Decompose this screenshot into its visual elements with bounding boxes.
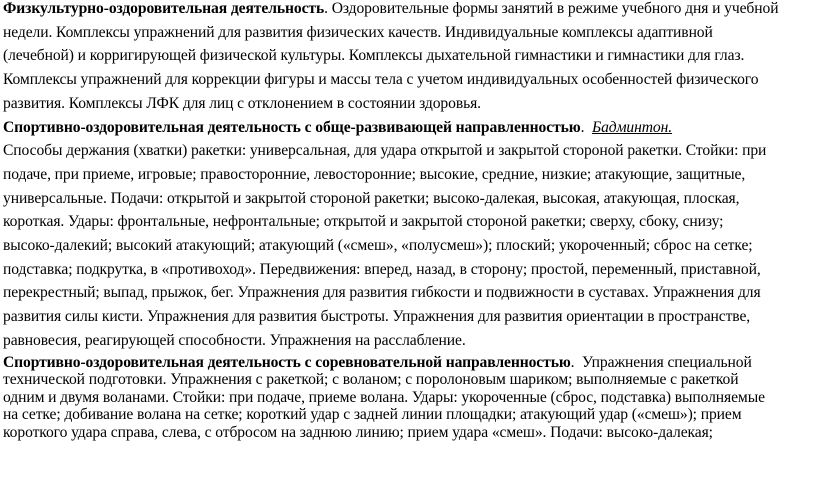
text-line: короткая. Удары: фронтальные, нефронтальные; открытой и закрытой стороной ракетки; сверху, сбоку, снизу; — [3, 213, 724, 231]
badminton-link[interactable]: Бадминтон. — [592, 118, 673, 136]
text-run: . Оздоровительные формы занятий в режиме учебного дня и учебной — [324, 0, 779, 17]
text-line — [3, 0, 812, 21]
heading-punctuation: . — [580, 118, 592, 136]
text-line: развития. Комплексы ЛФК для лиц с отклонением в состоянии здоровья. — [3, 94, 481, 112]
text-line: (лечебной) и корригирующей физической культуры. Комплексы дыхательной гимнастики и гимнастики для глаз. — [3, 47, 745, 65]
text-line — [3, 354, 812, 372]
section-competitive — [0, 354, 812, 442]
section-physical-health — [0, 0, 812, 116]
text-line: высоко-далекий; высокий атакующий; атакующий («смеш», «полусмеш»); плоский; укороченный; сброс на сетке; — [3, 237, 753, 255]
text-line: Способы держания (хватки) ракетки: универсальная, для удара открытой и закрытой стороной ракетки. Стойки: при — [3, 142, 767, 160]
text-line: подставка; подкрутка, в «противоход». Передвижения: вперед, назад, в сторону; простой, переменный, приставной, — [3, 260, 761, 278]
text-line: подаче, при приеме, игровые; правосторонние, левосторонние; высокие, средние, низкие; атакующие, защитные, — [3, 165, 746, 183]
text-line: недели. Комплексы упражнений для развития физических качеств. Индивидуальные комплексы адаптивной — [3, 23, 713, 41]
text-line — [3, 116, 812, 140]
text-line: на сетке; добивание волана на сетке; короткий удар с задней линии площадки; атакующий удар («смеш»); прием — [3, 406, 742, 424]
section-heading: Физкультурно-оздоровительная деятельность — [3, 0, 325, 17]
text-line: Комплексы упражнений для коррекции фигуры и массы тела с учетом индивидуальных особенностей физического — [3, 71, 759, 89]
section-heading: Спортивно-оздоровительная деятельность с обще-развивающей направленностью — [3, 118, 581, 136]
section-general-development — [0, 116, 812, 353]
text-line: технической подготовки. Упражнения с ракеткой; с воланом; с поролоновым шариком; выполняемые с ракеткой — [3, 371, 739, 389]
text-line: универсальные. Подачи: открытой и закрытой стороной ракетки; высоко-далекая, высокая, атакующая, плоская, — [3, 189, 740, 207]
text-line: равновесия, реагирующей способности. Упражнения на расслабление. — [3, 331, 466, 349]
text-line: одним и двумя воланами. Стойки: при подаче, приеме волана. Удары: укороченные (сброс, подставка) выполняемые — [3, 388, 765, 406]
section-heading: Спортивно-оздоровительная деятельность с соревновательной направленностью — [3, 353, 571, 371]
text-line: развития силы кисти. Упражнения для развития быстроты. Упражнения для развития ориентации в пространстве, — [3, 308, 751, 326]
text-run: . Упражнения специальной — [570, 353, 752, 371]
text-line: перекрестный; выпад, прыжок, бег. Упражнения для развития гибкости и подвижности в суставах. Упражнения для — [3, 284, 761, 302]
text-line: короткого удара справа, слева, с отбросом на заднюю линию; прием удара «смеш». Подачи: высоко-далекая; — [3, 423, 713, 441]
